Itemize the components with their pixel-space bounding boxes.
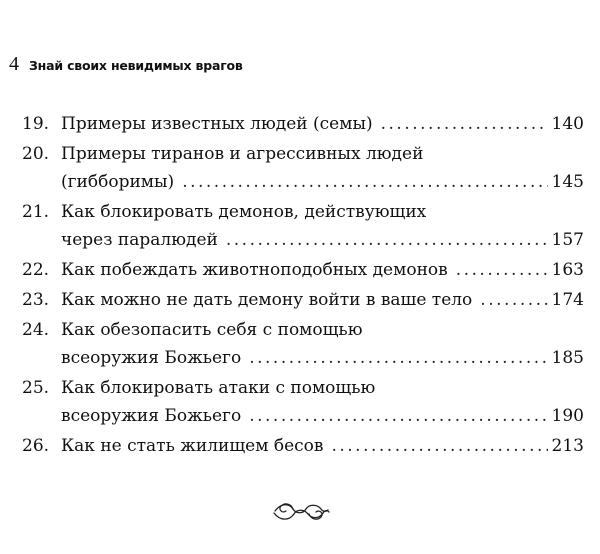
toc-entry[interactable] (22, 432, 584, 460)
toc-entry-page: 145 (551, 172, 584, 192)
toc-entry-number: 25. (22, 378, 50, 398)
toc-entry-number: 23. (22, 290, 50, 310)
toc-leader-dots (331, 432, 547, 460)
page-number: 4 (9, 53, 19, 75)
toc-leader-dots (480, 286, 547, 314)
toc-entry-title: Как побеждать животноподобных демонов (61, 260, 448, 280)
toc-leader-dots (249, 344, 547, 372)
toc-entry-title-continued: (гибборимы) (61, 172, 175, 192)
toc-entry-title: Как блокировать демонов, действующих (61, 202, 427, 222)
toc-entry-page: 163 (551, 260, 584, 280)
toc-entry-number: 24. (22, 320, 50, 340)
toc-leader-dots (226, 226, 548, 254)
toc-entry[interactable] (22, 374, 584, 430)
toc-entry[interactable] (22, 140, 584, 196)
toc-entry-title: Примеры известных людей (семы) (61, 114, 373, 134)
toc-entry-title-continued: через паралюдей (61, 230, 218, 250)
toc-entry[interactable] (22, 286, 584, 314)
toc-entry-page: 157 (551, 230, 584, 250)
running-header (9, 54, 243, 76)
toc-entry-page: 213 (551, 436, 584, 456)
toc-entry-title: Как обезопасить себя с помощью (61, 320, 363, 340)
toc-entry[interactable] (22, 110, 584, 138)
toc-entry-title: Как можно не дать демону войти в ваше тело (61, 290, 473, 310)
toc-leader-dots (381, 110, 548, 138)
toc-entry-page: 190 (551, 406, 584, 426)
toc-entry-page: 185 (551, 348, 584, 368)
toc-entry-number: 22. (22, 260, 50, 280)
toc-entry-page: 174 (551, 290, 584, 310)
table-of-contents (22, 110, 584, 462)
toc-entry-number: 20. (22, 144, 50, 164)
toc-entry-title: Как блокировать атаки с помощью (61, 378, 376, 398)
toc-entry[interactable] (22, 198, 584, 254)
toc-leader-dots (249, 402, 547, 430)
toc-entry-title: Примеры тиранов и агрессивных людей (61, 144, 424, 164)
toc-entry[interactable] (22, 256, 584, 284)
toc-leader-dots (182, 168, 547, 196)
toc-entry-number: 26. (22, 436, 50, 456)
toc-leader-dots (456, 256, 548, 284)
running-title: Знай своих невидимых врагов (29, 58, 243, 73)
toc-entry-page: 140 (551, 114, 584, 134)
flourish-ornament-icon (271, 495, 331, 527)
toc-entry-title: Как не стать жилищем бесов (61, 436, 324, 456)
toc-entry-title-continued: всеоружия Божьего (61, 348, 242, 368)
toc-entry-number: 19. (22, 114, 50, 134)
toc-entry[interactable] (22, 316, 584, 372)
toc-entry-title-continued: всеоружия Божьего (61, 406, 242, 426)
toc-entry-number: 21. (22, 202, 50, 222)
